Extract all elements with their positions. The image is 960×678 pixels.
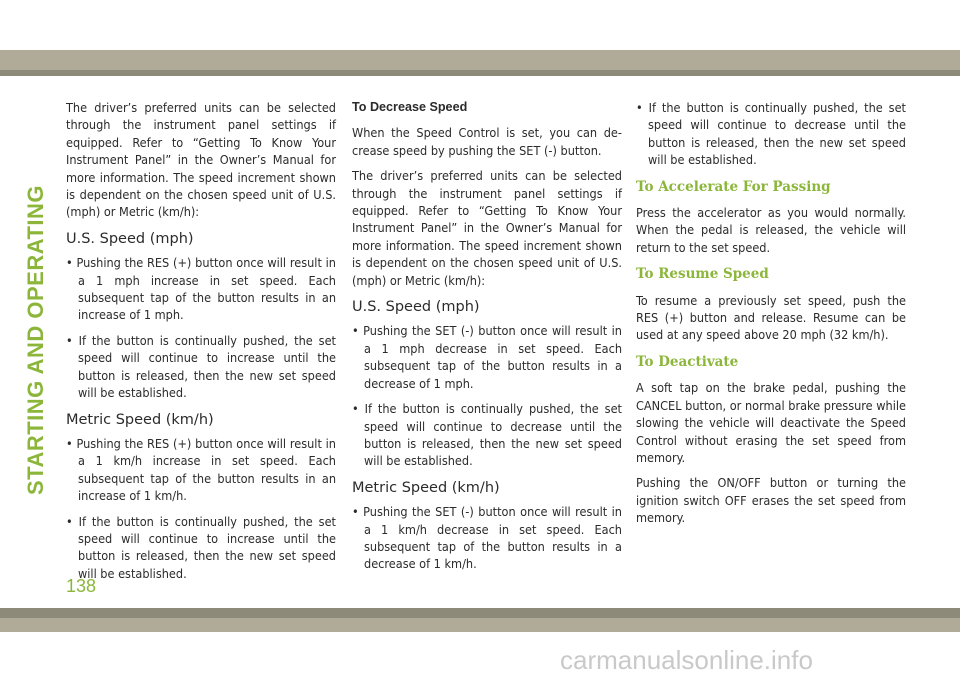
- bullet-us-continual: • If the button is continually pushed, the set speed will continue to decrease until the button is released, then the new set speed will be established.: [352, 400, 622, 470]
- section-side-title: STARTING AND OPERATING: [23, 184, 48, 496]
- top-stripe-dark: [0, 70, 960, 76]
- paragraph-deactivate-1: A soft tap on the brake pedal, pushing the CANCEL button, or normal brake pressure while slowing the vehicle will deactivate the Speed Control without erasing the set speed from memory.: [636, 380, 906, 465]
- page-number: 138: [66, 576, 97, 596]
- paragraph-deactivate-2: Pushing the ON/OFF button or turning the ignition switch OFF erases the set speed from memory.: [636, 475, 906, 526]
- bottom-stripe-light: [0, 618, 960, 632]
- bottom-banner: [0, 608, 960, 678]
- heading-decrease-speed: To Decrease Speed: [352, 100, 468, 114]
- bullet-us-increase: • Pushing the RES (+) button once will result in a 1 mph increase in set speed. Each subsequent tap of the button results in an increase of 1 mph.: [66, 254, 336, 324]
- heading-metric-speed: Metric Speed (km/h): [66, 411, 214, 428]
- bullet-us-continual: • If the button is continually pushed, the set speed will continue to increase until the button is released, then the new set speed will be established.: [66, 332, 336, 402]
- paragraph-resume: To resume a previously set speed, push the RES (+) button and release. Resume can be used at any speed above 20 mph (32 km/h).: [636, 292, 906, 343]
- heading-metric-speed: Metric Speed (km/h): [352, 479, 500, 496]
- bullet-metric-continual: • If the button is continually pushed, the set speed will continue to decrease until the button is released, then the new set speed will be established.: [636, 99, 906, 169]
- heading-deactivate: To Deactivate: [636, 353, 739, 370]
- heading-accelerate-passing: To Accelerate For Passing: [636, 178, 831, 195]
- column-2: [352, 99, 622, 581]
- heading-us-speed: U.S. Speed (mph): [352, 299, 480, 316]
- paragraph-units: The driver’s preferred units can be selected through the instrument panel settings if equipped. Refer to “Getting To Know Your Instrument Panel” in the Owner’s Manual for more information. The speed increment shown is dependent on the chosen speed unit of U.S. (mph) or Metric (km/h):: [352, 168, 622, 288]
- paragraph-decrease: When the Speed Control is set, you can de-crease speed by pushing the SET (-) button.: [352, 125, 622, 158]
- column-1: [66, 99, 336, 590]
- watermark-text: carmanualsonline.info: [560, 645, 813, 675]
- heading-us-speed: U.S. Speed (mph): [66, 230, 194, 247]
- bullet-us-decrease: • Pushing the SET (-) button once will result in a 1 mph decrease in set speed. Each subsequent tap of the button results in a decrease of 1 mph.: [352, 322, 622, 392]
- bottom-stripe-dark: [0, 608, 960, 618]
- bullet-metric-decrease: • Pushing the SET (-) button once will result in a 1 km/h decrease in set speed. Each subsequent tap of the button results in a decrease of 1 km/h.: [352, 503, 622, 573]
- paragraph-units: The driver’s preferred units can be selected through the instrument panel settings if equipped. Refer to “Getting To Know Your Instrument Panel” in the Owner’s Manual for more information. The speed increment shown is dependent on the chosen speed unit of U.S. (mph) or Metric (km/h):: [66, 100, 336, 220]
- top-banner: [0, 0, 960, 74]
- column-3: [636, 99, 906, 535]
- heading-resume-speed: To Resume Speed: [636, 266, 769, 283]
- bullet-metric-increase: • Pushing the RES (+) button once will result in a 1 km/h increase in set speed. Each subsequent tap of the button results in an increase of 1 km/h.: [66, 435, 336, 505]
- top-stripe-light: [0, 50, 960, 70]
- paragraph-accelerate: Press the accelerator as you would normally. When the pedal is released, the vehicle will return to the set speed.: [636, 205, 906, 255]
- bullet-metric-continual: • If the button is continually pushed, the set speed will continue to increase until the button is released, then the new set speed will be established.: [66, 513, 336, 583]
